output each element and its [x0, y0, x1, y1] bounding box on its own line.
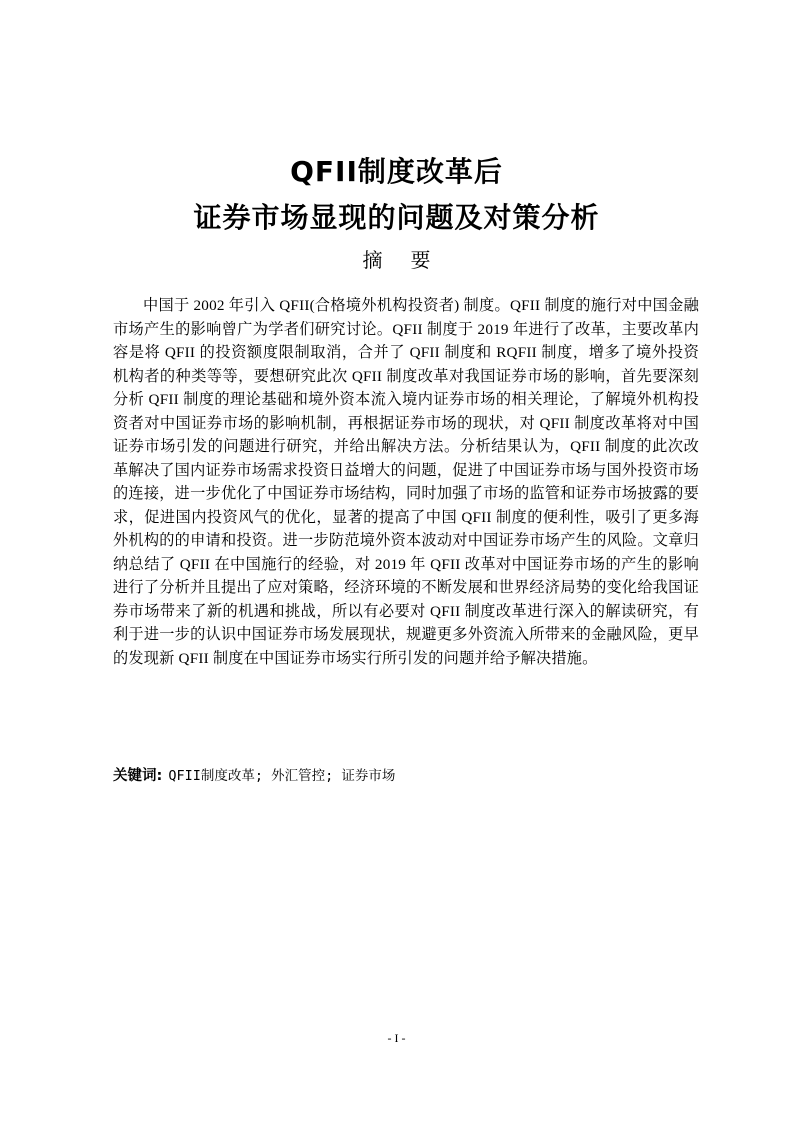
title-line-2: 证券市场显现的问题及对策分析 — [193, 201, 600, 234]
page-number: - I - — [387, 1031, 406, 1045]
title-line-1: QFII制度改革后 — [290, 155, 503, 188]
keywords-label: 关键词: — [113, 768, 163, 784]
abstract-heading: 摘要 — [362, 248, 459, 272]
abstract-body: 中国于 2002 年引入 QFII(合格境外机构投资者) 制度。QFII 制度的施行对中国金融市场产生的影响曾广为学者们研究讨论。QFII 制度于 2019 年进行了改革，主要改革内容是将 QFII 的投资额度限制取消，合并了 QFII 制度和 RQFII 制度，增多了境外投资机构者的种类等等，要想研究此次 QFII 制度改革对我国证券市场的影响，首先要深刻分析 QFII 制度的理论基础和境外资本流入境内证券市场的相关理论，了解境外机构投资者对中国证券市场的影响机制，再根据证券市场的现状，对 QFII 制度改革将对中国证券市场引发的问题进行研究，并给出解决方法。分析结果认为，QFII 制度的此次改革解决了国内证券市场需求投资日益增大的问题，促进了中国证券市场与国外投资市场的连接，进一步优化了中国证券市场结构，同时加强了市场的监管和证券市场披露的要求，促进国内投资风气的优化，显著的提高了中国 QFII 制度的便利性，吸引了更多海外机构的的申请和投资。进一步防范境外资本波动对中国证券市场产生的风险。文章归纳总结了 QFII 在中国施行的经验，对 2019 年 QFII 改革对中国证券市场的产生的影响进行了分析并且提出了应对策略，经济环境的不断发展和世界经济局势的变化给我国证券市场带来了新的机遇和挑战，所以有必要对 QFII 制度改革进行深入的解读研究，有利于进一步的认识中国证券市场发展现状，规避更多外资流入所带来的金融风险，更早的发现新 QFII 制度在中国证券市场实行所引发的问题并给予解决措施。 — [113, 297, 699, 667]
keywords-line — [113, 766, 699, 786]
keywords-values: QFII制度改革; 外汇管控; 证券市场 — [168, 768, 396, 784]
